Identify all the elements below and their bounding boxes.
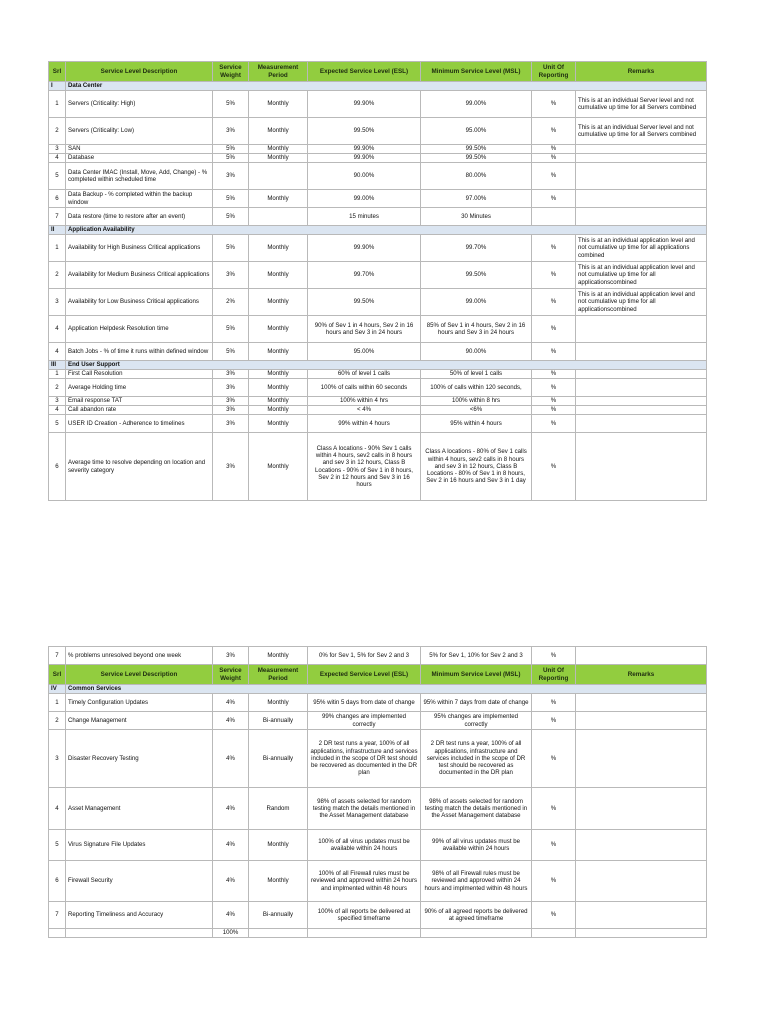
empty-cell (576, 929, 707, 938)
esl-cell: 100% of all virus updates must be available within 24 hours (308, 830, 421, 861)
sr-cell: 3 (49, 730, 66, 788)
description-cell: Batch Jobs - % of time it runs within defined window (66, 343, 213, 361)
table-row (49, 370, 707, 379)
period-cell: Monthly (249, 370, 308, 379)
table-row (49, 406, 707, 415)
remarks-cell (576, 406, 707, 415)
section-number: III (49, 361, 66, 370)
remarks-cell (576, 190, 707, 208)
sr-cell: 4 (49, 154, 66, 163)
header-row (49, 665, 707, 685)
period-cell: Monthly (249, 415, 308, 433)
header-sr: Srl (49, 62, 66, 82)
section-row (49, 226, 707, 235)
table-row (49, 118, 707, 145)
remarks-cell (576, 712, 707, 730)
unit-cell: % (532, 343, 576, 361)
unit-cell: % (532, 145, 576, 154)
esl-cell: 95.00% (308, 343, 421, 361)
msl-cell: 99% of all virus updates must be available within 24 hours (421, 830, 532, 861)
weight-cell: 5% (213, 154, 249, 163)
remarks-cell (576, 433, 707, 501)
table-row (49, 694, 707, 712)
remarks-cell (576, 647, 707, 665)
weight-cell: 5% (213, 235, 249, 262)
msl-cell: 90% of all agreed reports be delivered at agreed timeframe (421, 902, 532, 929)
esl-cell: 98% of assets selected for random testing match the details mentioned in the Asset Management database (308, 788, 421, 830)
header-desc: Service Level Description (66, 62, 213, 82)
msl-cell: 95% within 4 hours (421, 415, 532, 433)
sla-table-part-2 (48, 646, 707, 938)
table-row (49, 730, 707, 788)
period-cell: Monthly (249, 379, 308, 397)
sr-cell: 6 (49, 861, 66, 902)
esl-cell: 90.00% (308, 163, 421, 190)
weight-cell: 3% (213, 406, 249, 415)
section-row (49, 685, 707, 694)
remarks-cell (576, 415, 707, 433)
weight-cell: 4% (213, 730, 249, 788)
header-msl: Minimum Service Level (MSL) (421, 62, 532, 82)
section-row (49, 361, 707, 370)
remarks-cell (576, 397, 707, 406)
table-row (49, 861, 707, 902)
msl-cell: 99.70% (421, 235, 532, 262)
unit-cell: % (532, 370, 576, 379)
esl-cell: 99.00% (308, 190, 421, 208)
esl-cell: 99% within 4 hours (308, 415, 421, 433)
unit-cell: % (532, 712, 576, 730)
msl-cell: 95% within 7 days from date of change (421, 694, 532, 712)
msl-cell: 98% of assets selected for random testing match the details mentioned in the Asset Management database (421, 788, 532, 830)
unit-cell: % (532, 235, 576, 262)
table-row (49, 830, 707, 861)
description-cell: Average Holding time (66, 379, 213, 397)
header-remarks: Remarks (576, 665, 707, 685)
weight-cell: 2% (213, 289, 249, 316)
header-unit: Unit Of Reporting (532, 665, 576, 685)
description-cell: Disaster Recovery Testing (66, 730, 213, 788)
sr-cell: 6 (49, 190, 66, 208)
msl-cell: 30 Minutes (421, 208, 532, 226)
sr-cell: 2 (49, 262, 66, 289)
remarks-cell (576, 343, 707, 361)
sr-cell: 1 (49, 91, 66, 118)
unit-cell: % (532, 190, 576, 208)
header-remarks: Remarks (576, 62, 707, 82)
esl-cell: 99% changes are implemented correctly (308, 712, 421, 730)
description-cell: Asset Management (66, 788, 213, 830)
table-row (49, 788, 707, 830)
msl-cell: 100% within 8 hrs (421, 397, 532, 406)
period-cell: Monthly (249, 433, 308, 501)
msl-cell: 99.50% (421, 262, 532, 289)
sr-cell: 1 (49, 370, 66, 379)
total-row (49, 929, 707, 938)
weight-cell: 4% (213, 694, 249, 712)
weight-cell: 3% (213, 415, 249, 433)
section-number: IV (49, 685, 66, 694)
description-cell: Database (66, 154, 213, 163)
esl-cell: 0% for Sev 1, 5% for Sev 2 and 3 (308, 647, 421, 665)
sr-cell: 3 (49, 289, 66, 316)
msl-cell: 2 DR test runs a year, 100% of all applications, infrastructure and services included in the scope of DR test should be recovered as documented in the DR plan (421, 730, 532, 788)
period-cell (249, 208, 308, 226)
description-cell: % problems unresolved beyond one week (66, 647, 213, 665)
description-cell: Change Management (66, 712, 213, 730)
weight-cell: 5% (213, 316, 249, 343)
sr-cell: 5 (49, 163, 66, 190)
unit-cell: % (532, 694, 576, 712)
weight-cell: 3% (213, 379, 249, 397)
msl-cell: 90.00% (421, 343, 532, 361)
table-row (49, 343, 707, 361)
period-cell: Monthly (249, 289, 308, 316)
remarks-cell (576, 788, 707, 830)
period-cell: Monthly (249, 262, 308, 289)
remarks-cell (576, 694, 707, 712)
esl-cell: 99.50% (308, 118, 421, 145)
table-row (49, 262, 707, 289)
sr-cell: 2 (49, 379, 66, 397)
sr-cell: 3 (49, 397, 66, 406)
esl-cell: 60% of level 1 calls (308, 370, 421, 379)
unit-cell: % (532, 861, 576, 902)
table-row (49, 379, 707, 397)
sr-cell: 5 (49, 415, 66, 433)
table-row (49, 902, 707, 929)
header-weight: Service Weight (213, 62, 249, 82)
unit-cell: % (532, 154, 576, 163)
msl-cell: 99.50% (421, 154, 532, 163)
period-cell: Monthly (249, 343, 308, 361)
description-cell: Reporting Timeliness and Accuracy (66, 902, 213, 929)
header-period: Measurement Period (249, 62, 308, 82)
section-title: Data Center (66, 82, 707, 91)
sr-cell: 1 (49, 694, 66, 712)
msl-cell: 80.00% (421, 163, 532, 190)
section-title: End User Support (66, 361, 707, 370)
msl-cell: 97.00% (421, 190, 532, 208)
weight-cell: 5% (213, 190, 249, 208)
table-row (49, 289, 707, 316)
section-row (49, 82, 707, 91)
header-sr: Srl (49, 665, 66, 685)
esl-cell: 100% of all reports be delivered at specified timeframe (308, 902, 421, 929)
header-esl: Expected Service Level (ESL) (308, 62, 421, 82)
table-row (49, 397, 707, 406)
period-cell: Monthly (249, 91, 308, 118)
remarks-cell (576, 154, 707, 163)
description-cell: Average time to resolve depending on location and severity category (66, 433, 213, 501)
unit-cell: % (532, 730, 576, 788)
weight-cell: 4% (213, 902, 249, 929)
remarks-cell: This is at an individual Server level and not cumulative up time for all Servers combined (576, 118, 707, 145)
period-cell: Monthly (249, 316, 308, 343)
description-cell: Firewall Security (66, 861, 213, 902)
unit-cell: % (532, 397, 576, 406)
esl-cell: 90% of Sev 1 in 4 hours, Sev 2 in 16 hours and Sev 3 in 24 hours (308, 316, 421, 343)
unit-cell: % (532, 433, 576, 501)
section-title: Common Services (66, 685, 707, 694)
period-cell: Monthly (249, 118, 308, 145)
sr-cell: 4 (49, 406, 66, 415)
period-cell: Monthly (249, 830, 308, 861)
esl-cell: 99.90% (308, 91, 421, 118)
msl-cell: 99.50% (421, 145, 532, 154)
esl-cell: 99.90% (308, 235, 421, 262)
period-cell (249, 163, 308, 190)
esl-cell: 99.50% (308, 289, 421, 316)
section-title: Application Availability (66, 226, 707, 235)
sla-table-part-1 (48, 61, 707, 501)
description-cell: Data Center IMAC (Install, Move, Add, Change) - % completed within scheduled time (66, 163, 213, 190)
header-weight: Service Weight (213, 665, 249, 685)
unit-cell: % (532, 902, 576, 929)
table-row (49, 316, 707, 343)
remarks-cell (576, 379, 707, 397)
description-cell: First Call Resolution (66, 370, 213, 379)
table-row (49, 190, 707, 208)
unit-cell: % (532, 379, 576, 397)
period-cell: Bi-annually (249, 712, 308, 730)
empty-cell (249, 929, 308, 938)
weight-cell: 4% (213, 788, 249, 830)
unit-cell: % (532, 262, 576, 289)
weight-cell: 3% (213, 397, 249, 406)
weight-cell: 5% (213, 343, 249, 361)
unit-cell: % (532, 788, 576, 830)
msl-cell: 95.00% (421, 118, 532, 145)
remarks-cell (576, 902, 707, 929)
table-row (49, 647, 707, 665)
unit-cell: % (532, 830, 576, 861)
table-row (49, 91, 707, 118)
weight-cell: 3% (213, 433, 249, 501)
empty-cell (421, 929, 532, 938)
period-cell: Monthly (249, 397, 308, 406)
weight-cell: 5% (213, 91, 249, 118)
unit-cell: % (532, 415, 576, 433)
unit-cell (532, 208, 576, 226)
header-unit: Unit Of Reporting (532, 62, 576, 82)
period-cell: Bi-annually (249, 730, 308, 788)
msl-cell: 95% changes are implemented correctly (421, 712, 532, 730)
sr-cell: 6 (49, 433, 66, 501)
description-cell: Virus Signature File Updates (66, 830, 213, 861)
description-cell: SAN (66, 145, 213, 154)
esl-cell: 100% of all Firewall rules must be reviewed and approved within 24 hours and implmented within 48 hours (308, 861, 421, 902)
sr-cell: 1 (49, 235, 66, 262)
empty-cell (49, 929, 66, 938)
remarks-cell: This is at an individual application level and not cumulative up time for all applicationscombined (576, 262, 707, 289)
unit-cell: % (532, 316, 576, 343)
sr-cell: 7 (49, 647, 66, 665)
table-row (49, 154, 707, 163)
header-msl: Minimum Service Level (MSL) (421, 665, 532, 685)
weight-cell: 4% (213, 861, 249, 902)
description-cell: Email response TAT (66, 397, 213, 406)
remarks-cell (576, 208, 707, 226)
weight-cell: 4% (213, 712, 249, 730)
sr-cell: 7 (49, 902, 66, 929)
esl-cell: 99.90% (308, 145, 421, 154)
header-row (49, 62, 707, 82)
empty-cell (532, 929, 576, 938)
table-row (49, 712, 707, 730)
description-cell: Availability for Medium Business Critical applications (66, 262, 213, 289)
weight-cell: 3% (213, 262, 249, 289)
period-cell: Monthly (249, 694, 308, 712)
esl-cell: 100% of calls within 60 seconds (308, 379, 421, 397)
description-cell: Availability for High Business Critical applications (66, 235, 213, 262)
esl-cell: < 4% (308, 406, 421, 415)
msl-cell: 99.00% (421, 289, 532, 316)
weight-cell: 3% (213, 370, 249, 379)
sr-cell: 2 (49, 712, 66, 730)
esl-cell: 95% witin 5 days from date of change (308, 694, 421, 712)
period-cell: Bi-annually (249, 902, 308, 929)
empty-cell (308, 929, 421, 938)
period-cell: Monthly (249, 145, 308, 154)
msl-cell: 50% of level 1 calls (421, 370, 532, 379)
description-cell: USER ID Creation - Adherence to timelines (66, 415, 213, 433)
remarks-cell: This is at an individual application level and not cumulative up time for all applications combined (576, 235, 707, 262)
description-cell: Servers (Criticality: Low) (66, 118, 213, 145)
msl-cell: 5% for Sev 1, 10% for Sev 2 and 3 (421, 647, 532, 665)
weight-cell: 3% (213, 647, 249, 665)
description-cell: Data restore (time to restore after an event) (66, 208, 213, 226)
table-row (49, 163, 707, 190)
sr-cell: 4 (49, 316, 66, 343)
remarks-cell (576, 163, 707, 190)
esl-cell: 99.90% (308, 154, 421, 163)
sr-cell: 4 (49, 788, 66, 830)
sr-cell: 7 (49, 208, 66, 226)
period-cell: Monthly (249, 647, 308, 665)
remarks-cell (576, 316, 707, 343)
weight-cell: 3% (213, 118, 249, 145)
header-period: Measurement Period (249, 665, 308, 685)
period-cell: Monthly (249, 861, 308, 902)
msl-cell: Class A locations - 80% of Sev 1 calls within 4 hours, sev2 calls in 8 hours and sev 3 in 12 hours, Class B Locations - 80% of Sev 1 in 8 hours, Sev 2 in 16 hours and Sev 3 in 1 day (421, 433, 532, 501)
remarks-cell (576, 370, 707, 379)
unit-cell: % (532, 406, 576, 415)
period-cell: Monthly (249, 154, 308, 163)
weight-cell: 4% (213, 830, 249, 861)
table-row (49, 145, 707, 154)
weight-cell: 5% (213, 145, 249, 154)
table-row (49, 208, 707, 226)
description-cell: Application Helpdesk Resolution time (66, 316, 213, 343)
sr-cell: 5 (49, 830, 66, 861)
unit-cell: % (532, 91, 576, 118)
header-esl: Expected Service Level (ESL) (308, 665, 421, 685)
table-row (49, 415, 707, 433)
header-desc: Service Level Description (66, 665, 213, 685)
remarks-cell: This is at an individual application level and not cumulative up time for all applicationscombined (576, 289, 707, 316)
msl-cell: 99.00% (421, 91, 532, 118)
table-row (49, 235, 707, 262)
sr-cell: 3 (49, 145, 66, 154)
remarks-cell (576, 830, 707, 861)
total-weight-cell: 100% (213, 929, 249, 938)
esl-cell: Class A locations - 90% Sev 1 calls within 4 hours, sev2 calls in 8 hours and sev 3 in 12 hours, Class B Locations - 90% of Sev 1 in 8 hours, Sev 2 in 12 hours and Sev 3 in 16 hours (308, 433, 421, 501)
unit-cell: % (532, 647, 576, 665)
msl-cell: 100% of calls within 120 seconds, (421, 379, 532, 397)
period-cell: Monthly (249, 235, 308, 262)
msl-cell: 98% of all Firewall rules must be reviewed and approved within 24 hours and implmented within 48 hours (421, 861, 532, 902)
period-cell: Random (249, 788, 308, 830)
unit-cell: % (532, 118, 576, 145)
esl-cell: 2 DR test runs a year, 100% of all applications, infrastructure and services included in the scope of DR test should be recovered as documented in the DR plan (308, 730, 421, 788)
empty-cell (66, 929, 213, 938)
section-number: II (49, 226, 66, 235)
sr-cell: 4 (49, 343, 66, 361)
remarks-cell (576, 730, 707, 788)
description-cell: Data Backup - % completed within the backup window (66, 190, 213, 208)
remarks-cell (576, 861, 707, 902)
weight-cell: 3% (213, 163, 249, 190)
unit-cell: % (532, 163, 576, 190)
unit-cell: % (532, 289, 576, 316)
esl-cell: 15 minutes (308, 208, 421, 226)
sr-cell: 2 (49, 118, 66, 145)
section-number: I (49, 82, 66, 91)
weight-cell: 5% (213, 208, 249, 226)
msl-cell: 85% of Sev 1 in 4 hours, Sev 2 in 16 hours and Sev 3 in 24 hours (421, 316, 532, 343)
remarks-cell (576, 145, 707, 154)
description-cell: Timely Configuration Updates (66, 694, 213, 712)
esl-cell: 100% within 4 hrs (308, 397, 421, 406)
description-cell: Availability for Low Business Critical applications (66, 289, 213, 316)
period-cell: Monthly (249, 190, 308, 208)
esl-cell: 99.70% (308, 262, 421, 289)
description-cell: Servers (Criticality: High) (66, 91, 213, 118)
description-cell: Call abandon rate (66, 406, 213, 415)
remarks-cell: This is at an individual Server level and not cumulative up time for all Servers combined (576, 91, 707, 118)
table-row (49, 433, 707, 501)
msl-cell: <6% (421, 406, 532, 415)
period-cell: Monthly (249, 406, 308, 415)
